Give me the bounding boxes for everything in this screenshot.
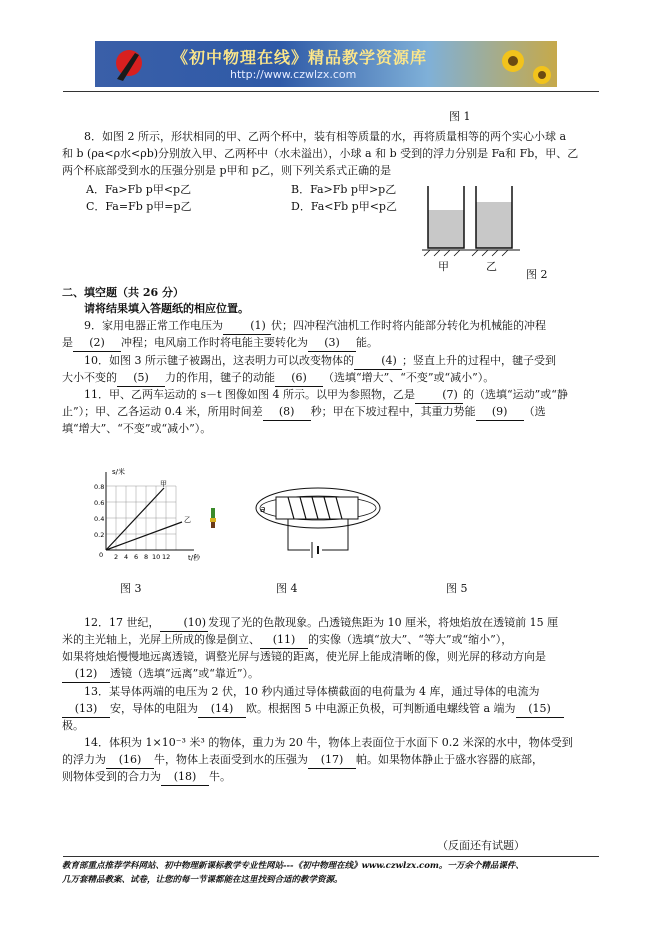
y-axis-label: s/米: [112, 468, 126, 476]
blank-14: (14): [198, 700, 246, 718]
banner-url: http://www.czwlzx.com: [230, 68, 357, 81]
graph-grid: [106, 486, 176, 550]
shuttlecock-icon: [208, 508, 218, 530]
fig3-caption: 图 3: [120, 582, 142, 595]
q9-line1: 9．家用电器正常工作电压为 (1) 伏；四冲程汽油机工作时将内能部分转化为机械能的冲程: [62, 317, 602, 335]
blank-7: (7): [415, 386, 463, 404]
q14-line2: 的浮力为 (16) 牛，物体上表面受到水的压强为 (17) 帕。如果物体静止于盛水容器的底部，: [62, 751, 602, 769]
q13-line1: 13．某导体两端的电压为 2 伏，10 秒内通过导体横截面的电荷量为 4 库，通过导体的电流为: [84, 685, 540, 698]
q8-line2: 和 b (ρa<ρ水<ρb)分别放入甲、乙两杯中（水未溢出），小球 a 和 b 受到的浮力分别是 Fa和 Fb，甲、乙: [62, 147, 579, 160]
cup-jia-water: [428, 210, 464, 248]
blank-12: (12): [62, 665, 110, 683]
q12-line3: 如果将烛焰慢慢地远离透镜，调整光屏与透镜的距离，使光屏上能成清晰的像，则光屏的移动方向是: [62, 650, 546, 663]
line-yi: [106, 522, 182, 550]
blank-11: (11): [260, 631, 308, 649]
blank-17: (17): [308, 751, 356, 769]
x-tick: 8: [144, 553, 149, 561]
blank-1: (1): [223, 317, 271, 335]
blank-16: (16): [106, 751, 154, 769]
line-jia-label: 甲: [160, 480, 167, 488]
q14-line1: 14．体积为 1×10⁻³ 米³ 的物体，重力为 20 牛，物体上表面位于水面下 0.2 米深的水中，物体受到: [84, 736, 573, 749]
fig1-caption: 图 1: [449, 110, 471, 123]
line-jia: [106, 488, 164, 550]
q11-line1: 11．甲、乙两车运动的 s－t 图像如图 4 所示。以甲为参照物，乙是 (7) 的（选填“运动”或“静: [62, 386, 602, 404]
blank-8: (8): [263, 403, 311, 421]
x-tick: 2: [114, 553, 119, 561]
q12-line4: (12) 透镜（选填“远离”或“靠近”）。: [62, 665, 602, 683]
x-tick: 6: [134, 553, 139, 561]
blank-10: (10): [160, 614, 209, 632]
fig4-caption: 图 4: [276, 582, 298, 595]
y-tick: 0.8: [94, 483, 105, 491]
q10-line1: 10．如图 3 所示毽子被踢出，这表明力可以改变物体的 (4) ；竖直上升的过程中，毽子受到: [62, 352, 602, 370]
section2-instruction: 请将结果填入答题纸的相应位置。: [84, 302, 249, 315]
q12-line2: 米的主光轴上，光屏上所成的像是倒立、 (11) 的实像（选填“放大”、“等大”或“缩小”），: [62, 631, 602, 649]
q13-line3: 极。: [62, 719, 84, 732]
x-tick: 12: [162, 553, 171, 561]
x-tick: 4: [124, 553, 129, 561]
q8-option-b: B．Fa>Fb p甲>p乙: [291, 183, 397, 196]
footer-rule: [63, 856, 599, 857]
blank-3: (3): [308, 334, 356, 352]
fig2-label-jia: 甲: [438, 260, 449, 273]
y-tick: 0: [99, 551, 104, 559]
blank-6: (6): [275, 369, 323, 387]
q13-line2: (13) 安，导体的电阻为 (14) 欧。根据图 5 中电源正负极，可判断通电螺线管 a 端为 (15): [62, 700, 602, 718]
fig5-caption: 图 5: [446, 582, 468, 595]
footer-line2: 几万套精品教案、试卷，让您的每一节课都能在这里找到合适的教学资源。: [62, 875, 343, 885]
circuit-wire: [288, 519, 310, 550]
banner-title: 《初中物理在线》精品教学资源库: [172, 48, 428, 67]
blank-5: (5): [117, 369, 165, 387]
q12-line1: 12．17 世纪， (10) 发现了光的色散现象。凸透镜焦距为 10 厘米，将烛焰放在透镜前 15 厘: [62, 614, 602, 632]
q8-option-a: A．Fa>Fb p甲<p乙: [86, 183, 192, 196]
fig2-cups: [420, 180, 530, 262]
fig-st-graph: [94, 466, 214, 566]
line-yi-label: 乙: [184, 516, 191, 524]
y-tick: 0.6: [94, 499, 105, 507]
blank-15: (15): [516, 700, 564, 718]
q8-option-d: D．Fa<Fb p甲<p乙: [291, 200, 397, 213]
q8-line3: 两个杯底部受到水的压强分别是 p甲和 p乙，则下列关系式正确的是: [62, 164, 392, 177]
x-tick: 10: [152, 553, 161, 561]
fig2-label-yi: 乙: [486, 260, 497, 273]
footer-line1: 教育部重点推荐学科网站、初中物理新课标教学专业性网站---《初中物理在线》www.czwlzx.com。一万余个精品课件、: [62, 861, 524, 871]
x-axis-label: t/秒: [188, 554, 201, 562]
section2-heading: 二、填空题（共 26 分）: [62, 286, 184, 299]
q11-line3: 填“增大”、“不变”或“减小”）。: [62, 422, 212, 435]
blank-18: (18): [161, 768, 209, 786]
fig2-caption: 图 2: [526, 268, 548, 281]
y-tick: 0.2: [94, 531, 105, 539]
circuit-wire: [322, 519, 348, 550]
q9-line2: 是 (2) 冲程；电风扇工作时将电能主要转化为 (3) 能。: [62, 334, 602, 352]
q11-line2: 止”）；甲、乙各运动 0.4 米，所用时间差 (8) 秒；甲在下坡过程中，其重力势能 (9) （选: [62, 403, 602, 421]
fig-solenoid: [252, 478, 384, 568]
header-rule: [63, 91, 599, 92]
q8-option-c: C．Fa=Fb p甲=p乙: [86, 200, 192, 213]
q10-line2: 大小不变的 (5) 力的作用，毽子的动能 (6) （选填“增大”、“不变”或“减小”）。: [62, 369, 602, 387]
solenoid-end-a: a: [260, 505, 266, 515]
blank-13: (13): [62, 700, 110, 718]
q8-line1: 8．如图 2 所示，形状相同的甲、乙两个杯中，装有相等质量的水，再将质量相等的两个实心小球 a: [84, 130, 567, 143]
blank-9: (9): [476, 403, 524, 421]
blank-2: (2): [73, 334, 121, 352]
cup-yi-water: [476, 202, 512, 248]
blank-4: (4): [354, 352, 402, 370]
continue-note: （反面还有试题）: [437, 839, 525, 852]
y-tick: 0.4: [94, 515, 105, 523]
q14-line3: 则物体受到的合力为 (18) 牛。: [62, 768, 602, 786]
